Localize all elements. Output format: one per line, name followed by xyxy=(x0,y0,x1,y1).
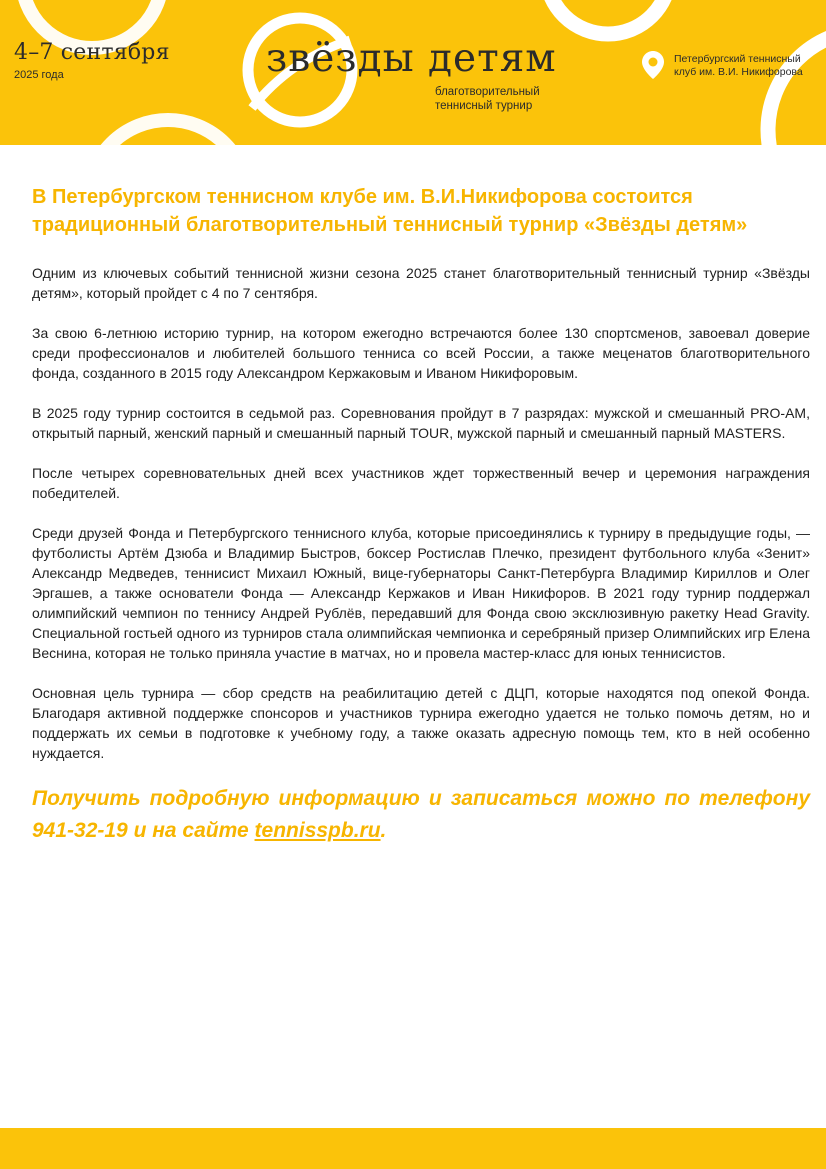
paragraph-goal: Основная цель турнира — сбор средств на реабилитацию детей с ДЦП, которые находятся под опекой Фонда. Благодаря активной поддержке спонсоров и участников турнира ежегодно удается не только помочь детям, но и поддержать их семьи в подготовке к учебному году, а также оказать адресную помощь тем, кто в ней особенно нуждается. xyxy=(32,685,810,761)
logo-subtitle xyxy=(435,85,605,113)
paragraph-ceremony: После четырех соревновательных дней всех участников ждет торжественный вечер и церемония награждения победителей. xyxy=(32,465,810,501)
paragraph-history: За свою 6-летнюю историю турнир, на котором ежегодно встречаются более 130 спортсменов, завоевал доверие среди профессионалов и любителей большого тенниса со всей России, а также меценатов благотворительного фонда, созданного в 2015 году Александром Кержаковым и Иваном Никифоровым. xyxy=(32,325,810,381)
paragraph-intro: Одним из ключевых событий теннисной жизни сезона 2025 станет благотворительный теннисный турнир «Звёзды детям», который пройдет с 4 по 7 сентября. xyxy=(32,265,810,301)
event-date: 4–7 сентября xyxy=(14,40,170,65)
location-pin-icon xyxy=(641,50,665,80)
logo-subtitle-line1: благотворительный xyxy=(435,86,540,98)
header-banner xyxy=(0,0,826,145)
club-name xyxy=(674,53,819,78)
logo-subtitle-line2: теннисный турнир xyxy=(435,100,533,112)
paragraph-guests: Среди друзей Фонда и Петербургского теннисного клуба, которые присоединялись к турниру в предыдущие годы, — футболисты Артём Дзюба и Владимир Быстров, боксер Ростислав Плечко, президент футбольного клуба «Зенит» Александр Медведев, теннисист Михаил Южный, вице-губернаторы Санкт-Петербурга Владимир Кириллов и Олег Эргашев, а также основатели Фонда — Александр Кержаков и Иван Никифоров. В 2021 году турнир поддержал олимпийский чемпион по теннису Андрей Рублёв, передавший для Фонда свою эксклюзивную ракетку Head Gravity. Специальной гостьей одного из турниров стала олимпийская чемпионка и серебряный призер Олимпийских игр Елена Веснина, которая не только приняла участие в матчах, но и провела мастер-класс для юных теннисистов. xyxy=(32,525,810,661)
club-name-line1: Петербургский теннисный xyxy=(674,53,801,65)
footer-bar xyxy=(0,1128,826,1169)
call-to-action xyxy=(32,783,810,847)
paragraph-categories: В 2025 году турнир состоится в седьмой раз. Соревнования пройдут в 7 разрядах: мужской и смешанный PRO-AM, открытый парный, женский парный и смешанный парный TOUR, мужской парный и смешанный парный MASTERS. xyxy=(32,405,810,441)
cta-end: . xyxy=(380,819,387,842)
event-year: 2025 года xyxy=(14,69,64,81)
logo-title: звёзды детям xyxy=(266,36,557,81)
article-headline: В Петербургском теннисном клубе им. В.И.Никифорова состоится традиционный благотворительный теннисный турнир «Звёзды детям» xyxy=(32,186,748,236)
article xyxy=(32,183,810,847)
cta-text: Получить подробную информацию и записаться можно по телефону 941-32-19 и на сайте xyxy=(32,787,810,842)
website-link[interactable]: tennisspb.ru xyxy=(254,819,381,842)
club-name-line2: клуб им. В.И. Никифорова xyxy=(674,65,803,78)
